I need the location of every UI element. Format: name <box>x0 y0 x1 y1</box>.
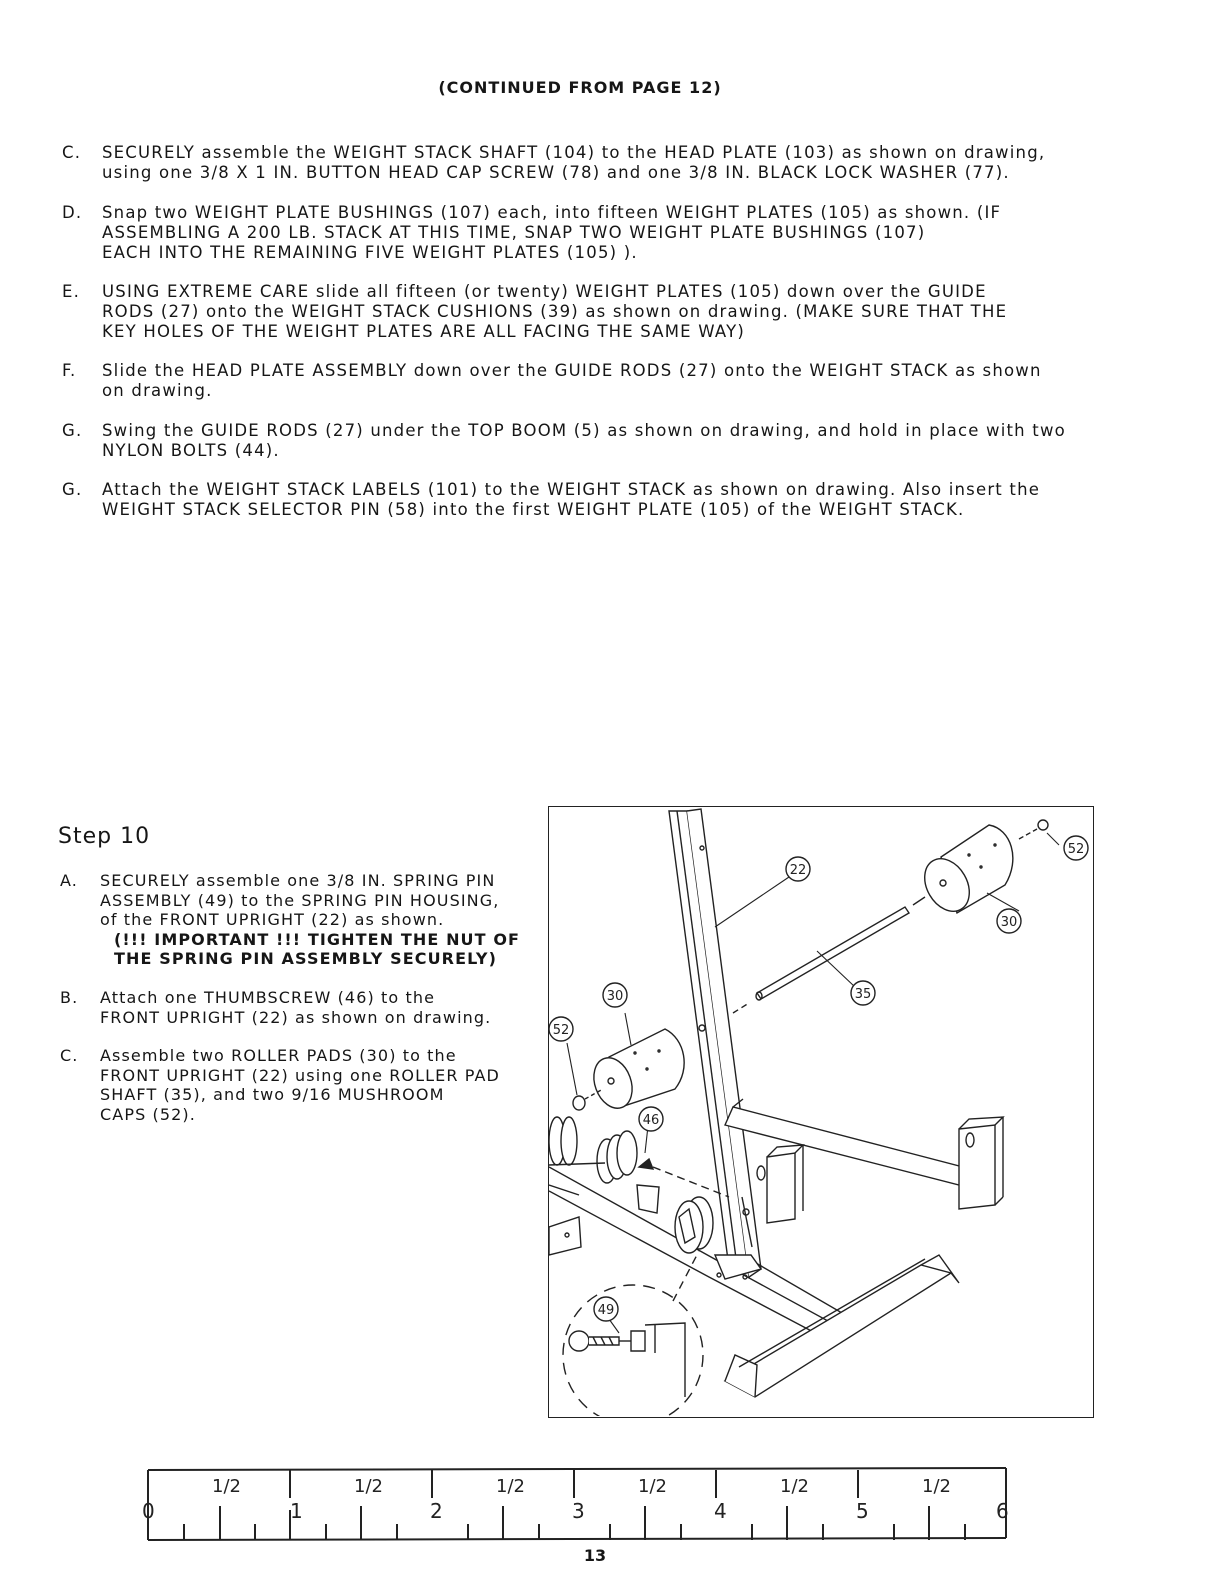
ruler-half-label: 1/2 <box>496 1476 525 1497</box>
step-item-line: Attach one THUMBSCREW (46) to the <box>100 988 436 1007</box>
instruction-letter: F. <box>62 361 77 380</box>
callout-label: 30 <box>1000 915 1018 930</box>
ruler-number: 0 <box>142 1499 155 1523</box>
ruler-number: 6 <box>996 1499 1009 1523</box>
callout-label: 22 <box>789 863 807 878</box>
step-item-c <box>60 1046 540 1126</box>
instruction-letter: D. <box>62 203 83 222</box>
instruction-letter: G. <box>62 480 83 499</box>
instruction-e <box>62 282 1162 342</box>
detail-circle <box>563 1251 703 1416</box>
step-item-letter: B. <box>60 988 79 1007</box>
callout-30-upper <box>997 909 1021 933</box>
ruler-half-label: 1/2 <box>354 1476 383 1497</box>
instruction-line: Snap two WEIGHT PLATE BUSHINGS (107) each, into fifteen WEIGHT PLATES (105) as shown. (IF <box>102 203 1002 222</box>
instruction-line: ASSEMBLING A 200 LB. STACK AT THIS TIME, SNAP TWO WEIGHT PLATE BUSHINGS (107) <box>102 223 926 242</box>
ruler-half-label: 1/2 <box>638 1476 667 1497</box>
instruction-line: NYLON BOLTS (44). <box>102 441 280 460</box>
step-item-line: ASSEMBLY (49) to the SPRING PIN HOUSING, <box>100 890 500 910</box>
step-title: Step 10 <box>58 824 151 849</box>
assembly-drawing <box>549 807 1092 1416</box>
ruler <box>140 1462 1020 1546</box>
ruler-number: 5 <box>856 1499 869 1523</box>
roller-pad-lower <box>573 1029 684 1114</box>
instruction-line: using one 3/8 X 1 IN. BUTTON HEAD CAP SCREW (78) and one 3/8 IN. BLACK LOCK WASHER (77). <box>102 163 1010 182</box>
roller-pad-shaft <box>733 897 925 1013</box>
ruler-number: 3 <box>572 1499 585 1523</box>
instruction-line: on drawing. <box>102 381 213 400</box>
roller-pad-upper <box>916 820 1048 919</box>
instruction-letter: C. <box>62 143 82 162</box>
callout-52-lower <box>549 1017 573 1041</box>
step-item-line: of the FRONT UPRIGHT (22) as shown. <box>100 910 445 929</box>
callout-52-upper <box>1064 836 1088 860</box>
page-number: 13 <box>583 1546 607 1565</box>
instruction-f <box>62 361 1162 401</box>
callout-label: 46 <box>642 1113 660 1128</box>
instruction-d <box>62 203 1162 263</box>
step-item-a <box>60 871 540 971</box>
important-note-line: (!!! IMPORTANT !!! TIGHTEN THE NUT OF <box>114 929 521 949</box>
instruction-g2 <box>62 480 1162 520</box>
instruction-line: Swing the GUIDE RODS (27) under the TOP BOOM (5) as shown on drawing, and hold in place with two <box>102 421 1066 440</box>
step-item-line: Assemble two ROLLER PADS (30) to the <box>100 1046 457 1065</box>
callout-35 <box>851 981 875 1005</box>
assembly-diagram <box>548 806 1094 1418</box>
step-item-line: FRONT UPRIGHT (22) as shown on drawing. <box>100 1007 492 1027</box>
callout-label: 30 <box>606 989 624 1004</box>
callout-49 <box>594 1297 618 1321</box>
page-header: (CONTINUED FROM PAGE 12) <box>438 78 722 97</box>
instruction-line: Slide the HEAD PLATE ASSEMBLY down over the GUIDE RODS (27) onto the WEIGHT STACK as shown <box>102 361 1042 380</box>
instruction-letter: G. <box>62 421 83 440</box>
step-item-letter: A. <box>60 871 78 890</box>
rear-foot <box>725 1255 959 1397</box>
instruction-line: SECURELY assemble the WEIGHT STACK SHAFT (104) to the HEAD PLATE (103) as shown on drawing, <box>102 143 1046 162</box>
step-item-letter: C. <box>60 1046 79 1065</box>
instruction-line: RODS (27) onto the WEIGHT STACK CUSHIONS (39) as shown on drawing. (MAKE SURE THAT THE <box>102 302 1008 321</box>
step-item-b <box>60 988 540 1028</box>
callout-label: 35 <box>854 987 872 1002</box>
step-item-line: SHAFT (35), and two 9/16 MUSHROOM <box>100 1085 445 1104</box>
step-item-line: FRONT UPRIGHT (22) using one ROLLER PAD <box>100 1065 500 1085</box>
callout-label: 52 <box>1067 842 1085 857</box>
ruler-half-label: 1/2 <box>212 1476 241 1497</box>
step-item-line: SECURELY assemble one 3/8 IN. SPRING PIN <box>100 871 496 890</box>
ruler-half-label: 1/2 <box>780 1476 809 1497</box>
ruler-half-label: 1/2 <box>922 1476 951 1497</box>
upright-sleeve <box>757 1145 803 1223</box>
instruction-letter: E. <box>62 282 81 301</box>
step-item-line: CAPS (52). <box>100 1104 196 1124</box>
ruler-graphic <box>140 1462 1020 1546</box>
ruler-number: 1 <box>290 1499 303 1523</box>
callout-label: 52 <box>552 1023 570 1038</box>
callout-46 <box>639 1107 663 1131</box>
instruction-line: Attach the WEIGHT STACK LABELS (101) to the WEIGHT STACK as shown on drawing. Also insert the <box>102 480 1041 499</box>
ruler-number: 2 <box>430 1499 443 1523</box>
instruction-g1 <box>62 421 1162 461</box>
callout-22 <box>786 857 810 881</box>
important-note-line: THE SPRING PIN ASSEMBLY SECURELY) <box>114 949 498 968</box>
instruction-line: EACH INTO THE REMAINING FIVE WEIGHT PLATES (105) ). <box>102 243 638 262</box>
instruction-line: USING EXTREME CARE slide all fifteen (or twenty) WEIGHT PLATES (105) down over the GUIDE <box>102 282 987 301</box>
callout-label: 49 <box>597 1303 615 1318</box>
instruction-line: KEY HOLES OF THE WEIGHT PLATES ARE ALL FACING THE SAME WAY) <box>102 322 745 341</box>
instruction-line: WEIGHT STACK SELECTOR PIN (58) into the first WEIGHT PLATE (105) of the WEIGHT STACK. <box>102 500 965 519</box>
callout-30-lower <box>603 983 627 1007</box>
ruler-number: 4 <box>714 1499 727 1523</box>
instruction-c <box>62 143 1162 183</box>
